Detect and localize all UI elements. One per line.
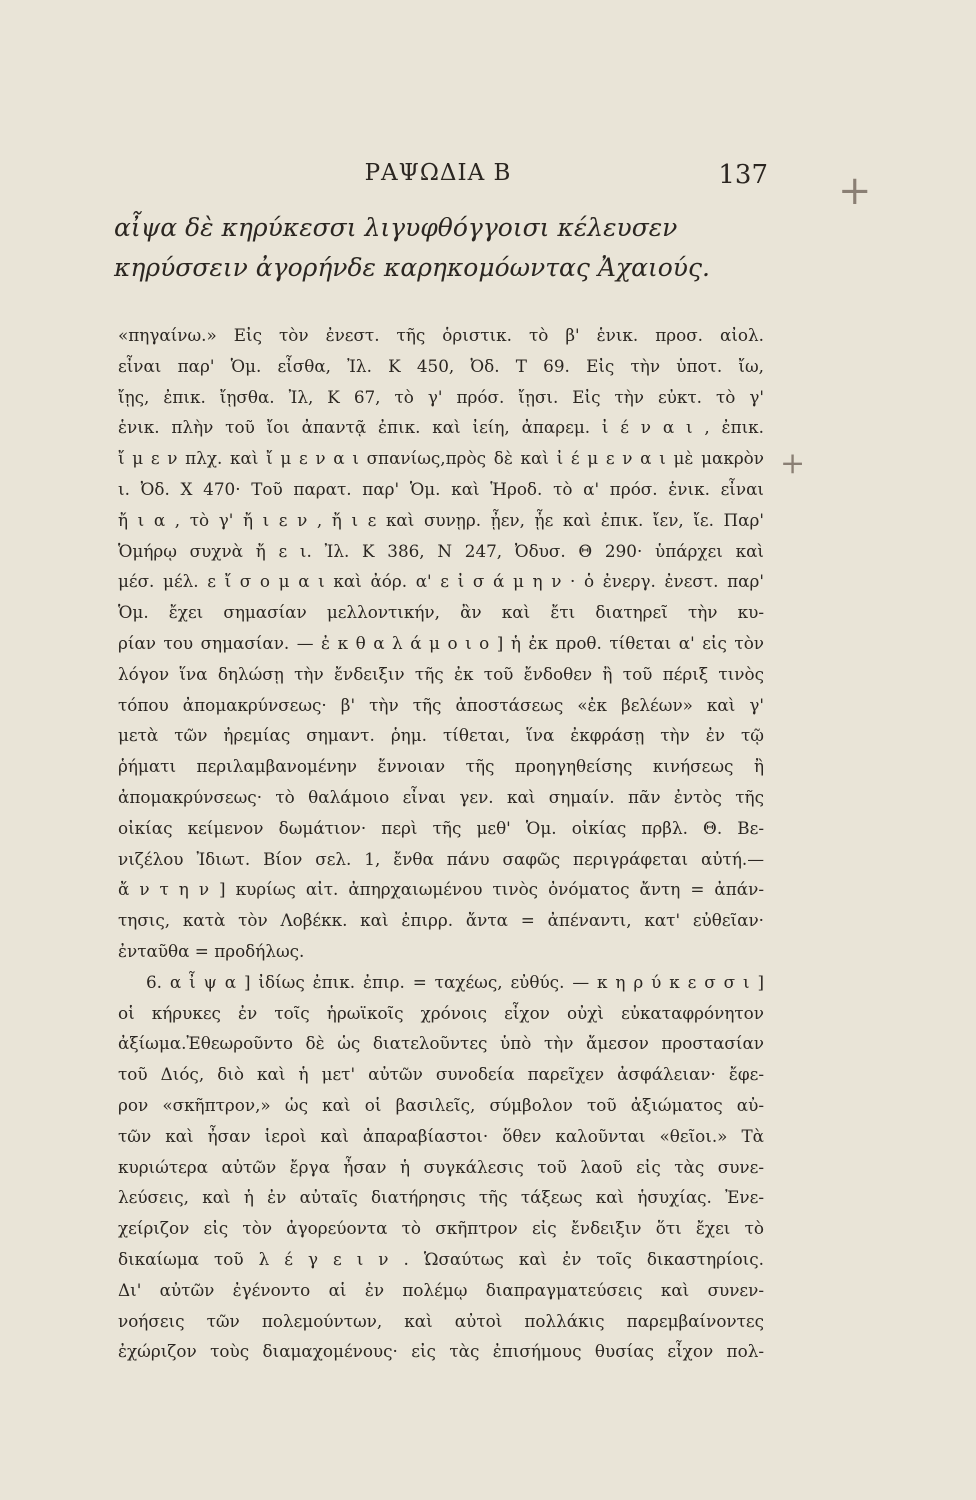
commentary-line: μετὰ τῶν ἠρεμίας σημαντ. ῥημ. τίθεται, ἵνα ἐκφράσῃ τὴν ἐν τῷ [118, 725, 764, 746]
commentary-line: οἱ κήρυκες ἐν τοῖς ἡρωϊκοῖς χρόνοις εἶχον οὐχὶ εὐκαταφρόνητον [118, 1002, 764, 1023]
commentary-line: Ὁμήρῳ συχνὰ ἤ ε ι. Ἰλ. Κ 386, Ν 247, Ὀδυσ. Θ 290· ὑπάρχει καὶ [118, 540, 764, 561]
commentary-line: ἑνικ. πλὴν τοῦ ἴοι ἀπαντᾷ ἐπικ. καὶ ἰείη, ἀπαρεμ. ἰ έ ν α ι , ἐπικ. [118, 417, 764, 438]
margin-cross-mark: + [780, 446, 806, 481]
commentary-block [118, 320, 764, 1367]
commentary-line: τόπου ἀπομακρύνσεως· β' τὴν τῆς ἀποστάσεως «ἐκ βελέων» καὶ γ' [118, 694, 764, 715]
commentary-line: ἴ μ ε ν πλχ. καὶ ἴ μ ε ν α ι σπανίως,πρὸς δὲ καὶ ἰ έ μ ε ν α ι μὲ μακρὸν [118, 448, 764, 469]
commentary-line: νοήσεις τῶν πολεμούντων, καὶ αὐτοὶ πολλάκις παρεμβαίνοντες [118, 1310, 764, 1331]
commentary-line: ι. Ὀδ. Χ 470· Τοῦ παρατ. παρ' Ὁμ. καὶ Ἡροδ. τὸ α' πρόσ. ἑνικ. εἶναι [118, 478, 764, 499]
commentary-line: ἄ ν τ η ν ] κυρίως αἰτ. ἀπηρχαιωμένου τινὸς ὀνόματος ἄντη = ἀπάν- [118, 879, 764, 900]
commentary-line: μέσ. μέλ. ε ἴ σ ο μ α ι καὶ ἀόρ. α' ε ἰ σ ά μ η ν · ὁ ἐνεργ. ἐνεστ. παρ' [118, 571, 764, 592]
commentary-line: ρίαν του σημασίαν. — ἐ κ θ α λ ά μ ο ι ο ] ἡ ἐκ προθ. τίθεται α' εἰς τὸν [118, 632, 764, 653]
page-header [108, 160, 768, 196]
commentary-line: εἶναι παρ' Ὁμ. εἶσθα, Ἰλ. Κ 450, Ὀδ. Τ 69. Εἰς τὴν ὑποτ. ἴω, [118, 355, 764, 376]
commentary-line: 6. α ἶ ψ α ] ἰδίως ἐπικ. ἐπιρ. = ταχέως, εὐθύς. — κ η ρ ύ κ ε σ σ ι ] [146, 971, 764, 992]
commentary-line: ἐνταῦθα = προδήλως. [118, 940, 305, 961]
commentary-line: Ὁμ. ἔχει σημασίαν μελλοντικήν, ἂν καὶ ἔτι διατηρεῖ τὴν κυ- [118, 602, 764, 623]
commentary-line: ἀπομακρύνσεως· τὸ θαλάμοιο εἶναι γεν. καὶ σημαίν. πᾶν ἐντὸς τῆς [118, 786, 764, 807]
commentary-line: ἀξίωμα.Ἐθεωροῦντο δὲ ὡς διατελοῦντες ὑπὸ τὴν ἄμεσον προστασίαν [118, 1033, 764, 1054]
commentary-line: τοῦ Διός, διὸ καὶ ἡ μετ' αὐτῶν συνοδεία παρεῖχεν ἀσφάλειαν· ἔφε- [118, 1064, 764, 1085]
commentary-line: ἐχώριζον τοὺς διαμαχομένους· εἰς τὰς ἐπισήμους θυσίας εἶχον πολ- [118, 1341, 764, 1362]
commentary-line: κυριώτερα αὐτῶν ἔργα ἦσαν ἡ συγκάλεσις τοῦ λαοῦ εἰς τὰς συνε- [118, 1156, 764, 1177]
commentary-line: Δι' αὐτῶν ἐγένοντο αἱ ἐν πολέμῳ διαπραγματεύσεις καὶ συνεν- [118, 1279, 764, 1300]
margin-cross-mark: + [838, 168, 872, 214]
running-head: ΡΑΨΩΔΙΑ Β [364, 160, 512, 186]
commentary-line: νιζέλου Ἰδιωτ. Βίον σελ. 1, ἔνθα πάνυ σαφῶς περιγράφεται αὐτή.— [118, 848, 764, 869]
commentary-line: ῥήματι περιλαμβανομένην ἔννοιαν τῆς προηγηθείσης κινήσεως ἢ [118, 756, 764, 777]
commentary-line: οἰκίας κείμενον δωμάτιον· περὶ τῆς μεθ' Ὁμ. οἰκίας πρβλ. Θ. Βε- [118, 817, 764, 838]
commentary-line: τῶν καὶ ἦσαν ἱεροὶ καὶ ἀπαραβίαστοι· ὅθεν καλοῦνται «θεῖοι.» Τὰ [118, 1125, 764, 1146]
verse-line: κηρύσσειν ἀγορήνδε καρηκομόωντας Ἀχαιούς. [114, 253, 710, 282]
commentary-line: χείριζον εἰς τὸν ἀγορεύοντα τὸ σκῆπτρον εἰς ἔνδειξιν ὅτι ἔχει τὸ [118, 1218, 764, 1239]
commentary-line: λεύσεις, καὶ ἡ ἐν αὐταῖς διατήρησις τῆς τάξεως καὶ ἡσυχίας. Ἐνε- [118, 1187, 764, 1208]
commentary-line: ἤ ι α , τὸ γ' ἤ ι ε ν , ἤ ι ε καὶ συνῃρ. ᾖεν, ᾖε καὶ ἐπικ. ἴεν, ἴε. Παρ' [118, 509, 764, 530]
commentary-line: τησις, κατὰ τὸν Λοβέκκ. καὶ ἐπιρρ. ἄντα = ἀπέναντι, κατ' εὐθεῖαν· [118, 910, 764, 931]
commentary-line: ἴῃς, ἐπικ. ἴῃσθα. Ἰλ, Κ 67, τὸ γ' πρόσ. ἴῃσι. Εἰς τὴν εὐκτ. τὸ γ' [118, 386, 764, 407]
verse-line: αἶψα δὲ κηρύκεσσι λιγυφθόγγοισι κέλευσεν [114, 213, 678, 242]
page-number: 137 [718, 160, 768, 190]
verse-block [114, 208, 754, 288]
commentary-line: ρον «σκῆπτρον,» ὡς καὶ οἱ βασιλεῖς, σύμβολον τοῦ ἀξιώματος αὐ- [118, 1094, 764, 1115]
commentary-line: δικαίωμα τοῦ λ έ γ ε ι ν . Ὡσαύτως καὶ ἐν τοῖς δικαστηρίοις. [118, 1248, 764, 1269]
commentary-line: «πηγαίνω.» Εἰς τὸν ἐνεστ. τῆς ὁριστικ. τὸ β' ἑνικ. προσ. αἰολ. [118, 325, 764, 345]
commentary-line: λόγον ἵνα δηλώσῃ τὴν ἔνδειξιν τῆς ἐκ τοῦ ἔνδοθεν ἢ τοῦ πέριξ τινὸς [118, 663, 764, 684]
